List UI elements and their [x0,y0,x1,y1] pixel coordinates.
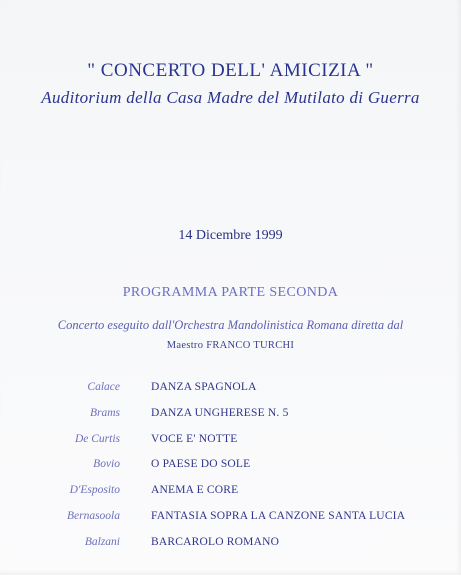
composer-name: Brams [89,406,120,419]
section-title: PROGRAMMA PARTE SECONDA [122,285,339,300]
program-row [0,484,461,510]
piece-title: O PAESE DO SOLE [151,458,251,471]
venue-subtitle: Auditorium della Casa Madre del Mutilato di Guerra [41,88,420,107]
piece-title: ANEMA E CORE [151,484,239,497]
composer-name: Bovio [93,458,120,471]
composer-name: De Curtis [74,432,120,445]
concert-title: " CONCERTO DELL' AMICIZIA " [87,60,374,81]
orchestra-intro: Concerto eseguito dall'Orchestra Mandolinistica Romana diretta dal [57,318,404,332]
program-row [0,381,461,407]
composer-name: Bernasoola [66,509,120,522]
composer-name: Balzani [84,535,120,548]
piece-title: VOCE E' NOTTE [151,432,238,445]
program-row [0,536,461,562]
composer-name: D'Esposito [69,484,120,497]
program-row [0,510,461,536]
composer-name: Calace [87,381,120,393]
program-row [0,407,461,433]
program-row [0,458,461,484]
concert-date: 14 Dicembre 1999 [178,228,283,243]
conductor-line: Maestro FRANCO TURCHI [166,340,295,351]
piece-title: DANZA UNGHERESE N. 5 [151,406,289,419]
program-row [0,433,461,459]
piece-title: FANTASIA SOPRA LA CANZONE SANTA LUCIA [151,509,406,522]
program-list [0,381,461,562]
piece-title: DANZA SPAGNOLA [151,381,257,393]
piece-title: BARCAROLO ROMANO [151,535,280,548]
